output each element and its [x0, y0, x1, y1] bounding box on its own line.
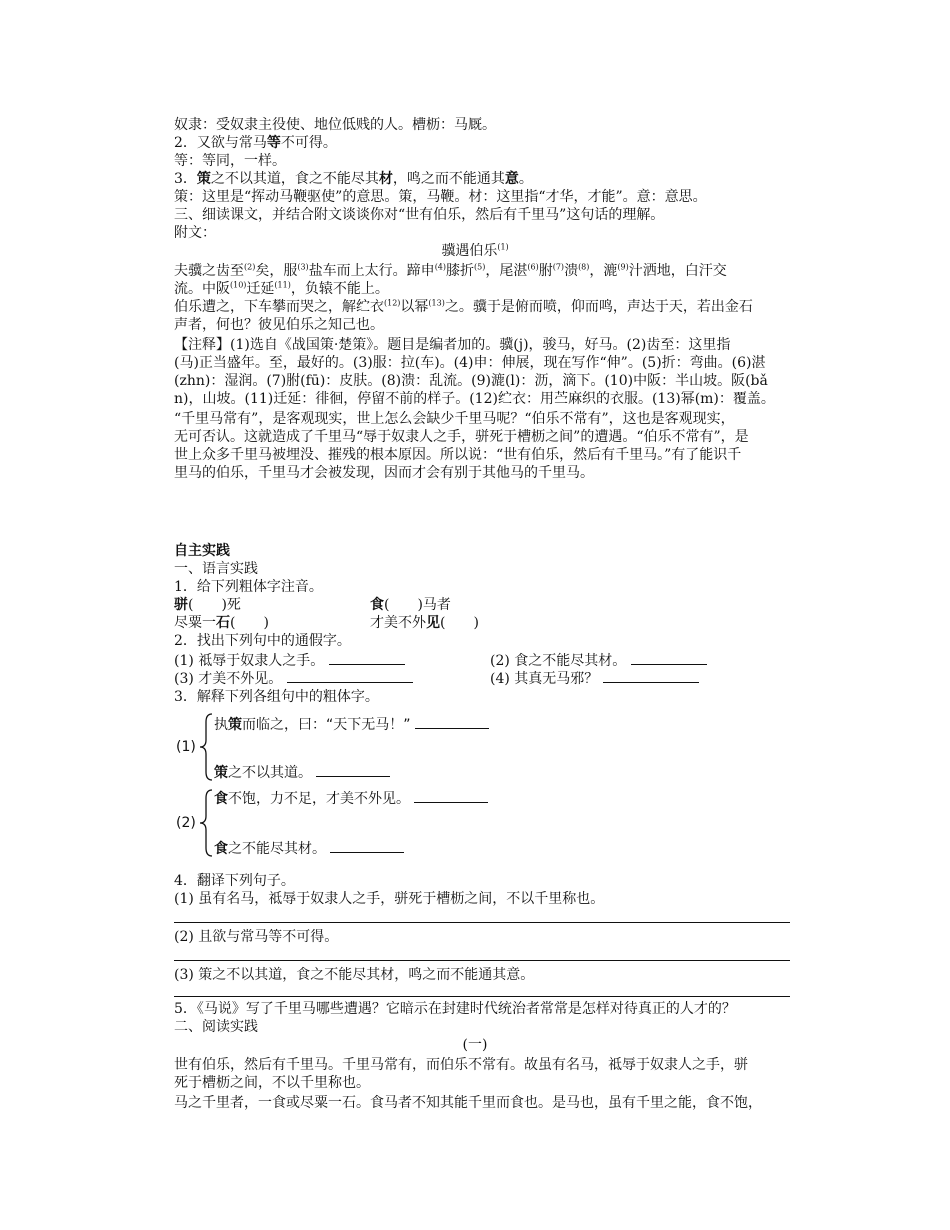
answer-blank[interactable] [287, 670, 413, 683]
explanation-line: 世上众多千里马被埋没、摧残的根本原因。所以说：“世有伯乐，然后有千里马。”有了能识千 [174, 447, 742, 463]
annotation-line: (zhn)：湿润。(7)胕(fū)：皮肤。(8)溃：乱流。(9)漉(l)：沥，滴下。(10)中阪：半山坡。阪(bǎ [174, 373, 768, 389]
answer-blank[interactable] [316, 764, 390, 777]
group-label: (1) [176, 739, 196, 755]
text-line: 奴隶：受奴隶主役使、地位低贱的人。槽枥：马厩。 [174, 117, 496, 133]
annotation-line: n)，山坡。(11)迁延：徘徊，停留不前的样子。(12)纻衣：用苎麻织的衣服。(13)幂(m)：覆盖。 [174, 391, 775, 407]
question: 1．给下列粗体字注音。 [174, 579, 323, 595]
answer-blank[interactable] [330, 840, 404, 853]
question-item: 执策而临之，曰：“天下无马！” [214, 716, 489, 734]
reading-paragraph: 死于槽枥之间，不以千里称也。 [174, 1075, 370, 1091]
annotation-line: (马)正当盛年。至，最好的。(3)服：拉(车)。(4)申：伸展，现在写作“伸”。(5)折：弯曲。(6)湛 [174, 355, 766, 371]
answer-line[interactable] [174, 960, 790, 961]
question: 4．翻译下列句子。 [174, 873, 295, 889]
text-line: 三、细读课文，并结合附文谈谈你对“世有伯乐，然后有千里马”这句话的理解。 [174, 207, 665, 223]
appendix-paragraph: 流。中阪$^{(10)}$迁延$^{(11)}$，负辕不能上。 [174, 280, 389, 297]
question-item: 食之不能尽其材。 [214, 840, 404, 858]
question-item: (3) 策之不以其道，食之不能尽其材，鸣之而不能通其意。 [174, 967, 535, 983]
appendix-paragraph: 声者，何也？彼见伯乐之知己也。 [174, 317, 384, 333]
question-item: (2) 食之不能尽其材。 [490, 652, 707, 670]
question-item: 骈( )死 [174, 597, 241, 613]
explanation-line: 里马的伯乐，千里马才会被发现，因而才会有别于其他马的千里马。 [174, 465, 594, 481]
answer-blank[interactable] [415, 716, 489, 729]
question-item: (3) 才美不外见。 [174, 670, 413, 688]
question: 3．解释下列各组句中的粗体字。 [174, 689, 379, 705]
group-label: (2) [176, 815, 196, 831]
reading-paragraph: 马之千里者，一食或尽粟一石。食马者不知其能千里而食也。是马也，虽有千里之能，食不饱， [174, 1095, 762, 1111]
answer-line[interactable] [174, 922, 790, 923]
brace-icon [198, 712, 214, 782]
reading-paragraph: 世有伯乐，然后有千里马。千里马常有，而伯乐不常有。故虽有名马，祗辱于奴隶人之手，骈 [174, 1057, 748, 1073]
text-line: 3．策之不以其道，食之不能尽其材，鸣之而不能通其意。 [174, 171, 533, 187]
answer-line[interactable] [174, 996, 790, 997]
reading-title: (一) [462, 1037, 488, 1053]
answer-blank[interactable] [631, 652, 707, 665]
question-item: (2) 且欲与常马等不可得。 [174, 929, 339, 945]
question-item: 策之不以其道。 [214, 764, 390, 782]
section-heading: 自主实践 [174, 543, 230, 559]
question-item: (1) 祗辱于奴隶人之手。 [174, 652, 405, 670]
question-item: (1) 虽有名马，祗辱于奴隶人之手，骈死于槽枥之间，不以千里称也。 [174, 891, 605, 907]
question-item: 食( )马者 [370, 597, 451, 613]
brace-icon [198, 788, 214, 858]
answer-blank[interactable] [603, 670, 699, 683]
question-item: 尽粟一石( ) [174, 615, 269, 631]
explanation-line: 无可否认。这就造成了千里马“辱于奴隶人之手，骈死于槽枥之间”的遭遇。“伯乐不常有”，是 [174, 429, 749, 445]
question-item: (4) 其真无马邪？ [490, 670, 699, 688]
explanation-line: “千里马常有”，是客观现实，世上怎么会缺少千里马呢？“伯乐不常有”，这也是客观现实， [174, 411, 735, 427]
question: 5．《马说》写了千里马哪些遭遇？它暗示在封建时代统治者常常是怎样对待真正的人才的？ [174, 1001, 736, 1017]
appendix-paragraph: 夫骥之齿至$^{(2)}$矣，服$^{(3)}$盐车而上太行。蹄申$^{(4)}$膝折$^{(5)}$，尾湛$^{(6)}$胕$^{(7)}$溃$^{(8)}$，漉$^{(9)}$汁洒地，白汗交 [174, 262, 727, 279]
text-line: 附文： [174, 225, 216, 241]
text-line: 等：等同，一样。 [174, 153, 286, 169]
text-line: 策：这里是“挥动马鞭驱使”的意思。策，马鞭。材：这里指“才华，才能”。意：意思。 [174, 189, 707, 205]
text-line: 一、语言实践 [174, 561, 258, 577]
text-line: 2．又欲与常马等不可得。 [174, 135, 337, 151]
answer-blank[interactable] [414, 790, 488, 803]
appendix-title: 骥遇伯乐$^{(1)}$ [441, 242, 509, 259]
question-item: 食不饱，力不足，才美不外见。 [214, 790, 488, 808]
annotation-line: 【注释】(1)选自《战国策·楚策》。题目是编者加的。骥(j)，骏马，好马。(2)齿至：这里指 [174, 337, 731, 353]
text-line: 二、阅读实践 [174, 1019, 258, 1035]
answer-blank[interactable] [329, 652, 405, 665]
appendix-paragraph: 伯乐遭之，下车攀而哭之，解纻衣$^{(12)}$以幂$^{(13)}$之。骥于是俯而喷，仰而鸣，声达于天，若出金石 [174, 298, 753, 315]
question: 2．找出下列句中的通假字。 [174, 633, 351, 649]
question-item: 才美不外见( ) [370, 615, 479, 631]
